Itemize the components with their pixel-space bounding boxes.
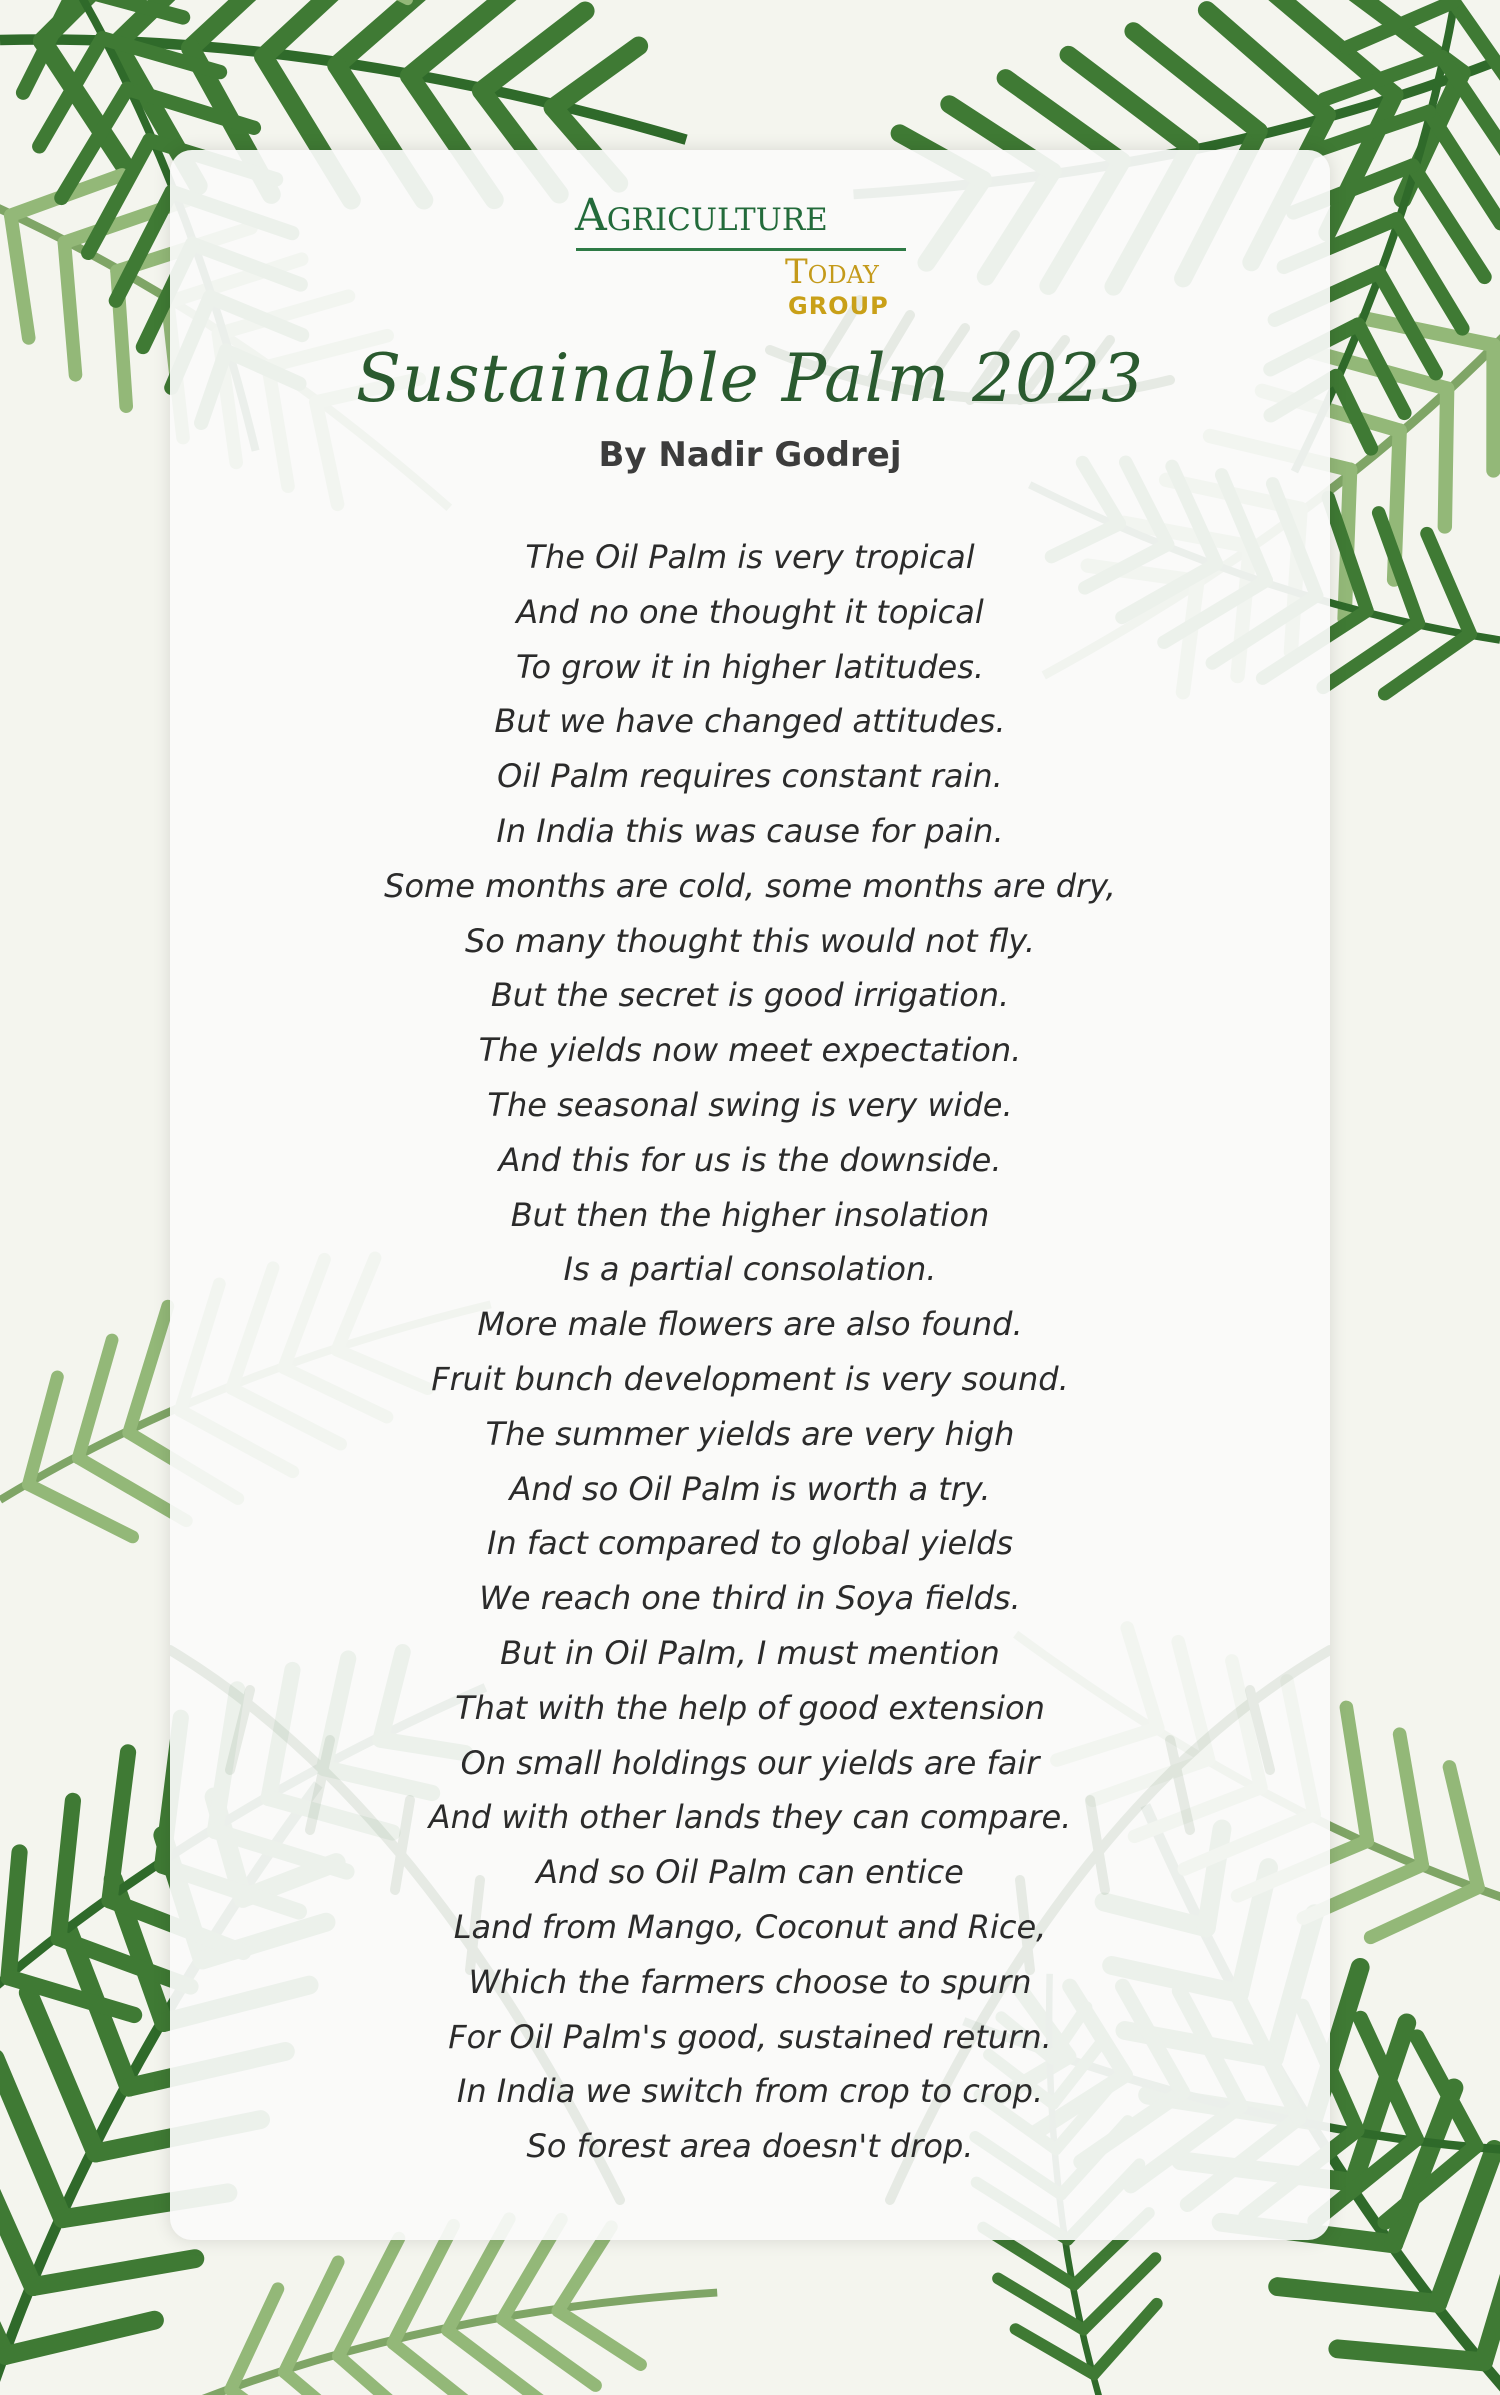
poem-line: Land from Mango, Coconut and Rice, bbox=[453, 1907, 1047, 1946]
poem-card bbox=[170, 150, 1330, 2240]
poem-line: And so Oil Palm is worth a try. bbox=[509, 1469, 991, 1508]
poem-line: Which the farmers choose to spurn bbox=[468, 1962, 1032, 2001]
poem-line: More male flowers are also found. bbox=[477, 1305, 1023, 1344]
poem-line: The yields now meet expectation. bbox=[478, 1031, 1022, 1070]
poem-line: The Oil Palm is very tropical bbox=[525, 538, 975, 576]
poem-line: And so Oil Palm can entice bbox=[536, 1853, 964, 1892]
poem-line: On small holdings our yields are fair bbox=[460, 1743, 1040, 1782]
poem-line: The summer yields are very high bbox=[485, 1414, 1015, 1453]
poem-line: But in Oil Palm, I must mention bbox=[500, 1633, 1000, 1672]
poem-line: Oil Palm requires constant rain. bbox=[497, 757, 1003, 796]
poem-line: Fruit bunch development is very sound. bbox=[431, 1359, 1069, 1398]
poem-line: So forest area doesn't drop. bbox=[526, 2127, 974, 2166]
author-byline: By Nadir Godrej bbox=[598, 435, 902, 475]
poem-line: For Oil Palm's good, sustained return. bbox=[448, 2017, 1052, 2056]
poem-line: Some months are cold, some months are dry, bbox=[384, 866, 1116, 905]
logo-underline bbox=[576, 248, 906, 251]
logo-wordmark: Agriculture bbox=[575, 190, 828, 241]
poem-line: We reach one third in Soya fields. bbox=[479, 1579, 1021, 1618]
page-title: Sustainable Palm 2023 bbox=[355, 340, 1145, 417]
poem-lines bbox=[170, 530, 1330, 2174]
poem-line: So many thought this would not fly. bbox=[464, 921, 1036, 960]
poem-line: In India we switch from crop to crop. bbox=[456, 2072, 1044, 2111]
poem-line: But then the higher insolation bbox=[510, 1195, 990, 1234]
poem-line: And with other lands they can compare. bbox=[428, 1798, 1072, 1837]
poem-line: In fact compared to global yields bbox=[486, 1524, 1014, 1563]
poem-line: The seasonal swing is very wide. bbox=[487, 1085, 1013, 1124]
poem-line: But we have changed attitudes. bbox=[494, 702, 1006, 741]
logo-group: GROUP bbox=[788, 292, 889, 320]
logo-today: Today bbox=[785, 252, 879, 292]
poem-line: Is a partial consolation. bbox=[563, 1250, 937, 1289]
agriculture-today-logo bbox=[570, 180, 930, 320]
poem-line: To grow it in higher latitudes. bbox=[515, 647, 985, 686]
poem-line: That with the help of good extension bbox=[455, 1688, 1045, 1727]
poem-line: In India this was cause for pain. bbox=[496, 811, 1004, 850]
poem-line: And this for us is the downside. bbox=[498, 1140, 1002, 1179]
poem-line: And no one thought it topical bbox=[516, 592, 984, 631]
poem-line: But the secret is good irrigation. bbox=[490, 976, 1010, 1015]
